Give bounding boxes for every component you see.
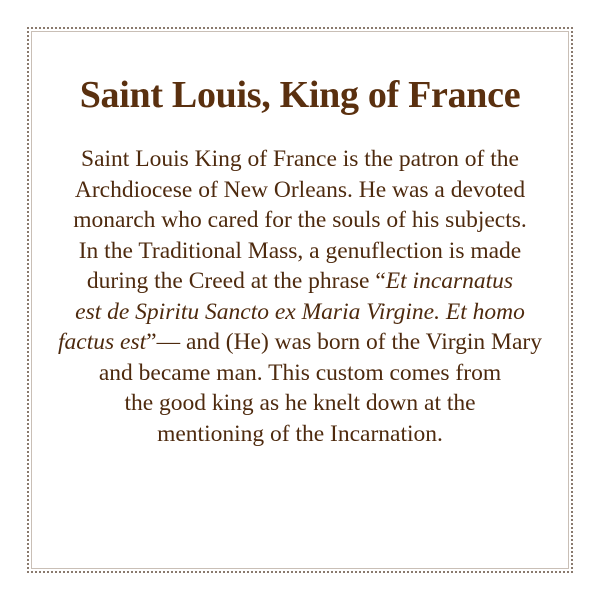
body-line <box>40 358 560 389</box>
latin-phrase: est de Spiritu Sancto ex Maria Virgine. Et homo <box>75 298 525 325</box>
latin-phrase: Et incarnatus <box>385 268 514 294</box>
text-run: ”— and (He) was born of the Virgin Mary <box>146 329 542 355</box>
body-line <box>40 297 560 328</box>
body-line <box>40 388 560 419</box>
text-run: Saint Louis King of France is the patron of the <box>81 146 519 172</box>
body-line <box>40 419 560 450</box>
body-paragraph <box>40 144 560 449</box>
body-line <box>40 236 560 267</box>
body-line <box>40 327 560 358</box>
body-line <box>40 266 560 297</box>
text-run: monarch who cared for the souls of his subjects. <box>73 207 527 233</box>
latin-phrase: factus est <box>58 329 147 355</box>
text-run: Archdiocese of New Orleans. He was a devoted <box>74 176 526 203</box>
text-run: mentioning of the Incarnation. <box>157 420 443 447</box>
text-run: during the Creed at the phrase “ <box>86 268 386 294</box>
body-line <box>40 175 560 206</box>
text-run: and became man. This custom comes from <box>98 359 502 386</box>
text-run: In the Traditional Mass, a genuflection is made <box>78 237 522 264</box>
body-line <box>40 205 560 236</box>
page-title: Saint Louis, King of France <box>79 74 521 116</box>
body-line <box>40 144 560 175</box>
text-run: the good king as he knelt down at the <box>124 390 476 416</box>
